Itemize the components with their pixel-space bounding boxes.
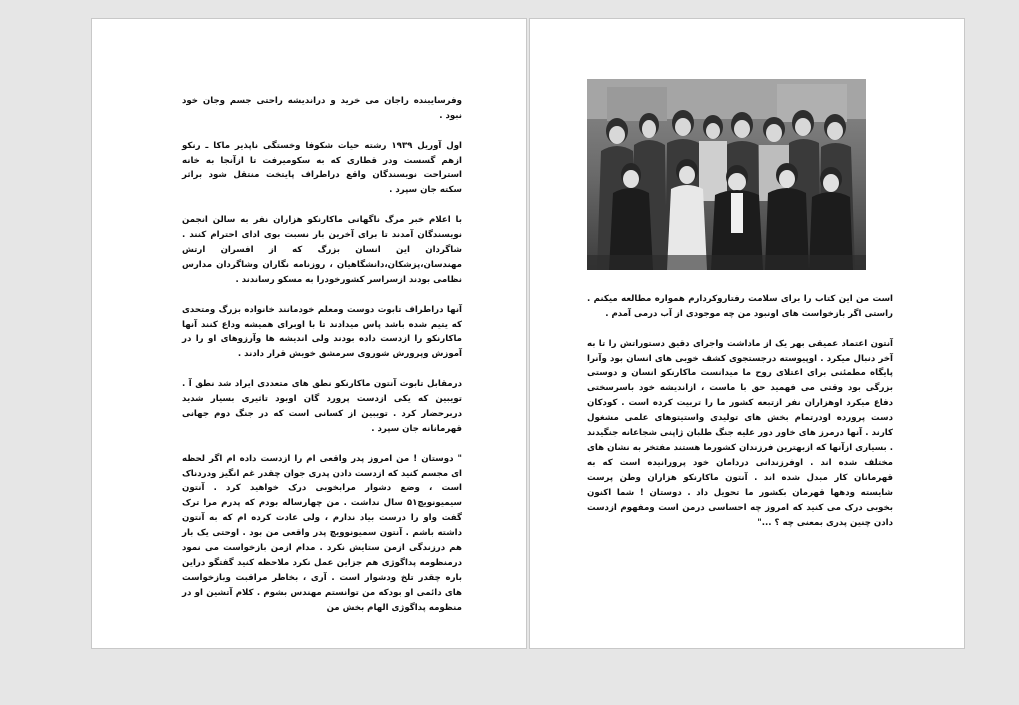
left-page [91,18,527,649]
paragraph: است من اين کتاب را برای سلامت رفتاروکردارم همواره مطالعه میکنم . راستی اگر بازخواست های اونبود من چه موجودی از آب درمی آمدم . [587,293,893,319]
paragraph: " دوستان ! من امروز پدر واقعی ام را ازدست داده ام اگر لحظه ای مجسم کنید که ازدست دادن پدری جوان چقدر غم انگیز ودردناک است ، وضع دشوار مرابخوبی درک خواهید کرد . آنتون سیمیونویچ۵۱ سال نداشت . من چهارساله بودم که پدرم مرا ترک گفت واو را درست بیاد ندارم ، ولی عادت کرده ام که به آنتون داشته باشم . آنتون سمیونوویچ پدر واقعی من بود . اوحتی یک بار هم درزندگی ازمن ستایش نکرد . مدام ازمن بازخواست می نمود درمنظومه پداگوژی هم جزاین عمل نکرد ملاحظه کنید گفتگو دراین باره چقدر تلخ ودشوار است . آری ، بخاطر مراقبت وبازخواست های دائمی او بودکه من توانستم مهندس بشوم . کلام آتشین او در منظومه پداگوژی الهام بخش من [182,453,462,613]
paragraph: درمقابل تابوت آنتون ماکارنکو نطق های متعددی ايراد شد نطق آ . تویبین که یکی ازدست پرورد گان اوبود تاثیری بسیار شدید دربرحضار کرد . تویبین از کسانی است که در جنگ دوم جهانی قهرمانانه جان سپرد . [182,379,462,434]
left-page-text [182,79,462,631]
paragraph: اول آوريل ۱۹۳۹ رشته حيات شکوفا وخستگی ناپذير ماکا ـ رنکو ازهم گسست ودر قطاری که به سکومیرفت تا ازآنجا به خانه استراحت نویسندگان واقع دراطراف پايتخت منتقل شود براثر سکته جان سپرد . [182,140,462,196]
group-photograph [587,79,866,270]
right-page [529,18,965,649]
paragraph: وفرسايبنده راجان مى خريد و دراندیشه راحتی جسم وجان خود نبود . [182,95,462,121]
paragraph: آنها دراطراف تابوت دوست ومعلم خودمانند خانواده بزرگ ومتحدی که یتیم شده باشد پاس میدادند تا با اوبرای همیشه وداع کنند آنها ماکارنکو را ازدست داده بودند ولی اندیشه ها وآرزوهای او را در آموزش وپرورش شوروی سرمشق خویش قرار دادند . [182,304,462,360]
paragraph: آنتون اعتماد عمیقی بهر یک از ماداشت واجرای دقیق دستوراتش را تا به آخر دنبال میکرد . اوپیوسته درجستجوی کشف خوبی های انسان بود وآنرا پایگاه مطمئنی برای اعتلای روح ما میدانست ماکارنکو انسان و دوستی بزرگی بود وقتی می فهمید حق با ماست ، ازاندیشه خود باسرسختی دفاع میکرد اوهزاران نفر ازتبعه کشور ما را تربیت کرده است . کودکان دست پرورده اودرتمام بخش های تولیدی واستیتوهای علمی مشغول کارند . آنها درمرز های خاور دور علیه جنگ طلبان ژاپنی شجاعانه جنگیدند . بسیاری ازآنها که ازبهترین فرزندان کشورما هستند مفتخر به نشان های مختلف شده اند . اوفرزندانی دردامان خود پرورانیده است که به قهرمانان کار مبدل شده اند . آنتون ماکارنکو هزاران وطن پرست شایسته ودهها قهرمان بکشور ما تحویل داد . دوستان ! شما اکنون بخوبی درک می کنید که امروز چه احساسی درمن است ومفهوم ازدست دادن چنین پدری بمعنی چه ؟ ..." [587,338,893,528]
right-page-text [587,277,893,545]
paragraph: با اعلام خبر مرگ ناگهانی ماکارنکو هزاران نفر به سالن انجمن نویسندگان آمدند تا برای آخرين بار نسبت بوی ادای احترام کنند . شاگردان اين انسان بزرگ که از افسران ارتش مهندسان،پزشکان،دانشگاهیان ، روزنامه نگاران وشاگردان مدارس نظامی بودند ازسراسر کشورخودرا به مسکو رساندند . [182,215,462,285]
